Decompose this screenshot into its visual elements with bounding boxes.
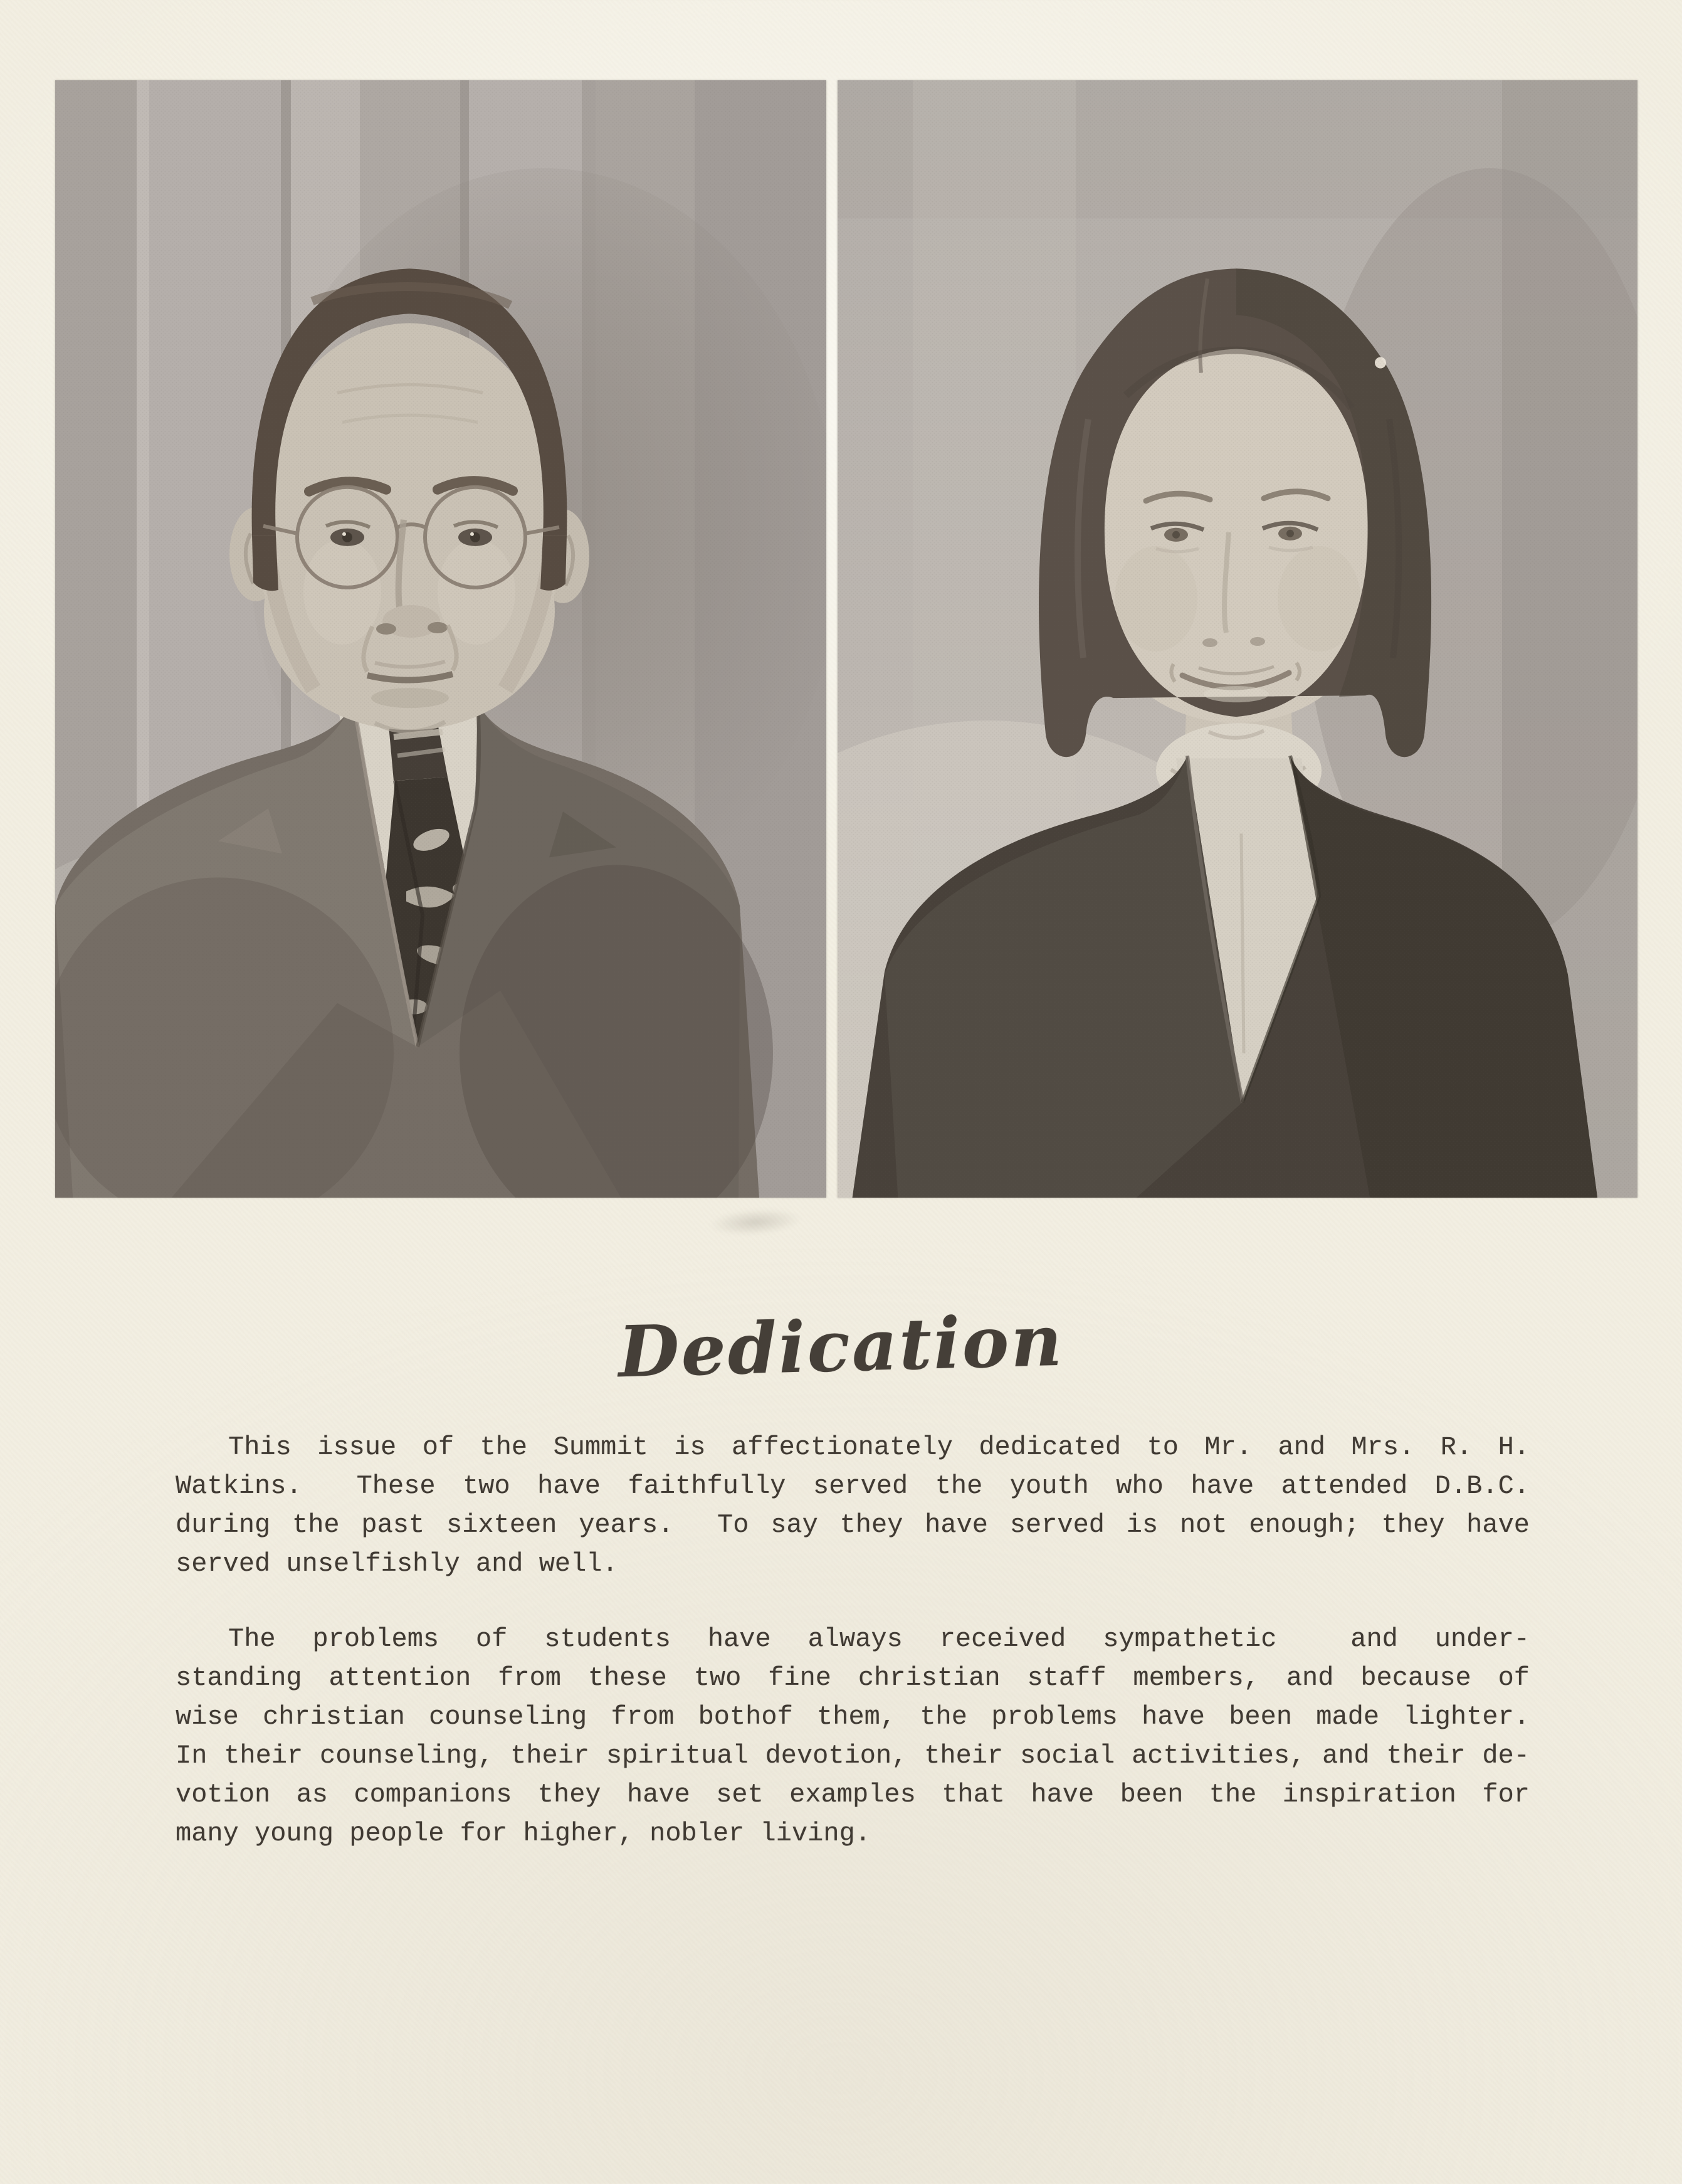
text-line: votion as companions they have set examples that have been the inspiration for xyxy=(176,1780,1530,1810)
text-line: Watkins. These two have faithfully served the youth who have attended D.B.C. xyxy=(176,1471,1530,1501)
text-line: standing attention from these two fine christian staff members, and because of xyxy=(176,1663,1530,1693)
text-line: In their counseling, their spiritual devotion, their social activities, and their de- xyxy=(176,1741,1530,1771)
mrs-watkins-portrait-illustration xyxy=(838,80,1637,1198)
text-line: served unselfishly and well. xyxy=(176,1549,618,1579)
text-line: wise christian counseling from bothof them, the problems have been made lighter. xyxy=(176,1702,1530,1732)
paragraph xyxy=(176,1428,1530,1583)
portrait-photo-mr-watkins xyxy=(55,80,826,1198)
page-title: Dedication xyxy=(617,1299,1065,1394)
dedication-text-block xyxy=(176,1428,1530,1853)
mr-watkins-portrait-illustration xyxy=(55,80,826,1198)
text-line: This issue of the Summit is affectionately dedicated to Mr. and Mrs. R. H. xyxy=(228,1432,1530,1462)
portrait-photo-mrs-watkins xyxy=(838,80,1637,1198)
faint-smudge xyxy=(708,1206,804,1238)
text-line: during the past sixteen years. To say they have served is not enough; they have xyxy=(176,1510,1530,1540)
paragraph xyxy=(176,1620,1530,1853)
photo-row xyxy=(55,80,1637,1198)
text-line: many young people for higher, nobler living. xyxy=(176,1818,871,1849)
text-line: The problems of students have always received sympathetic and under- xyxy=(228,1624,1530,1654)
